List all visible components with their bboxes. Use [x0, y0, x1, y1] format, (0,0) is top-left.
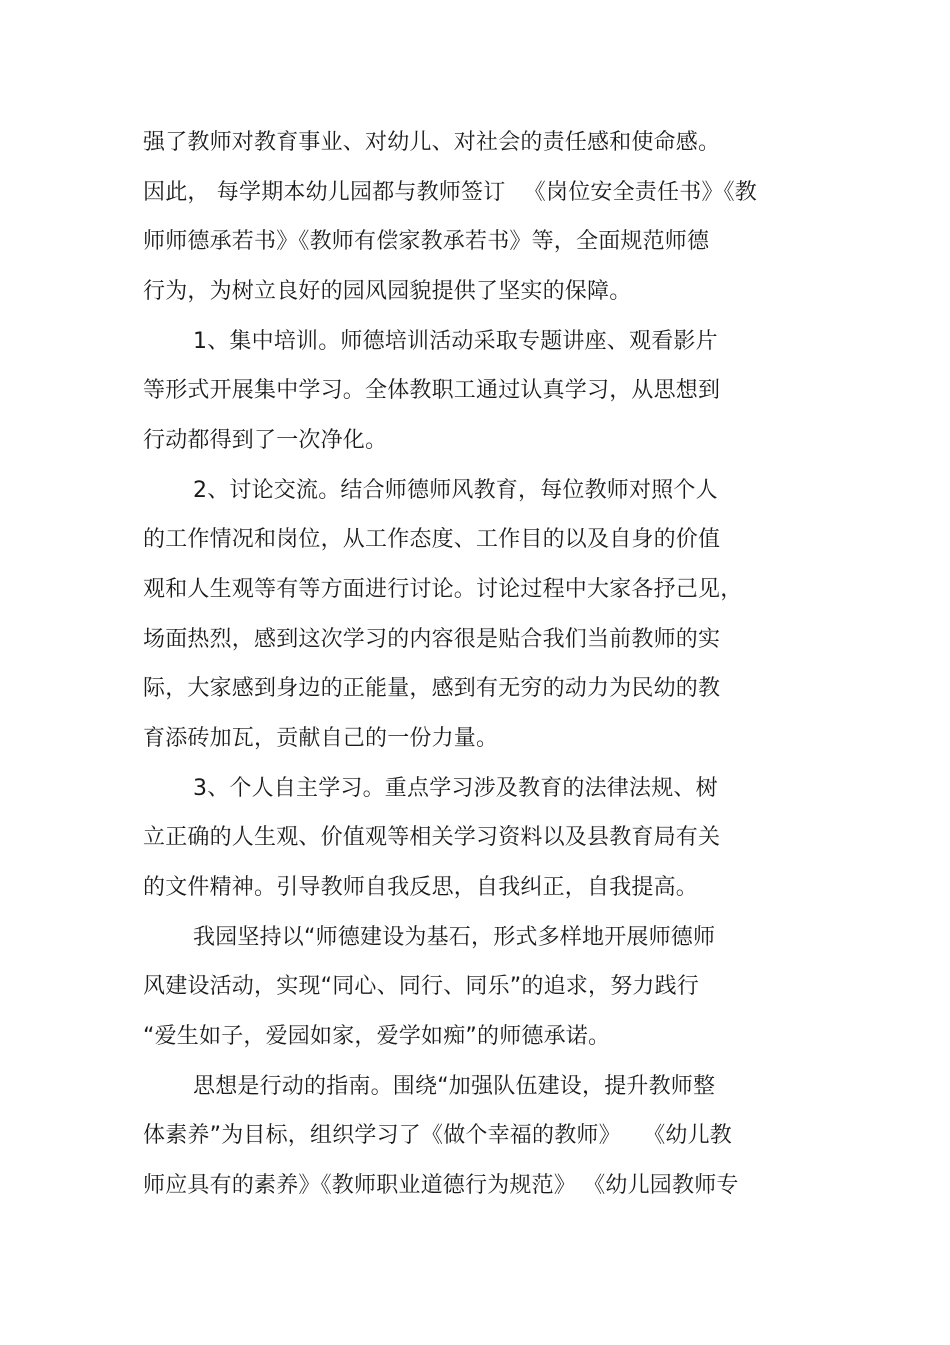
text-line: 行动都得到了一次净化。: [143, 428, 388, 453]
text-line: “爱生如子，爱园如家，爱学如痴”的师德承诺。: [143, 1024, 611, 1049]
paragraph-first-line: 我园坚持以“师德建设为基石，形式多样地开展师德师: [193, 925, 716, 950]
text-line: 师应具有的素养》《教师职业道德行为规范》 《幼儿园教师专: [143, 1173, 739, 1198]
paragraph-first-line: 思想是行动的指南。围绕“加强队伍建设，提升教师整: [193, 1074, 716, 1099]
text-line: 际，大家感到身边的正能量，感到有无穷的动力为民幼的教: [143, 676, 721, 701]
text-line: 观和人生观等有等方面进行讨论。讨论过程中大家各抒己见，: [143, 577, 743, 602]
text-line: 强了教师对教育事业、对幼儿、对社会的责任感和使命感。: [143, 130, 721, 155]
paragraph-first-line: 2、讨论交流。结合师德师风教育，每位教师对照个人: [193, 478, 718, 503]
text-line: 因此， 每学期本幼儿园都与教师签订 《岗位安全责任书》《教: [143, 180, 757, 205]
paragraph-first-line: 3、个人自主学习。重点学习涉及教育的法律法规、树: [193, 776, 718, 801]
text-line: 等形式开展集中学习。全体教职工通过认真学习，从思想到: [143, 378, 721, 403]
text-line: 的工作情况和岗位，从工作态度、工作目的以及自身的价值: [143, 527, 721, 552]
text-line: 立正确的人生观、价值观等相关学习资料以及县教育局有关: [143, 825, 721, 850]
text-line: 育添砖加瓦，贡献自己的一份力量。: [143, 726, 499, 751]
text-line: 师师德承若书》《教师有偿家教承若书》等，全面规范师德: [143, 229, 710, 254]
text-line: 场面热烈，感到这次学习的内容很是贴合我们当前教师的实: [143, 627, 721, 652]
text-line: 行为，为树立良好的园风园貌提供了坚实的保障。: [143, 279, 632, 304]
paragraph-first-line: 1、集中培训。师德培训活动采取专题讲座、观看影片: [193, 329, 718, 354]
text-line: 的文件精神。引导教师自我反思，自我纠正，自我提高。: [143, 875, 699, 900]
text-line: 风建设活动，实现“同心、同行、同乐”的追求，努力践行: [143, 974, 699, 999]
text-line: 体素养”为目标，组织学习了《做个幸福的教师》 《幼儿教: [143, 1123, 732, 1148]
